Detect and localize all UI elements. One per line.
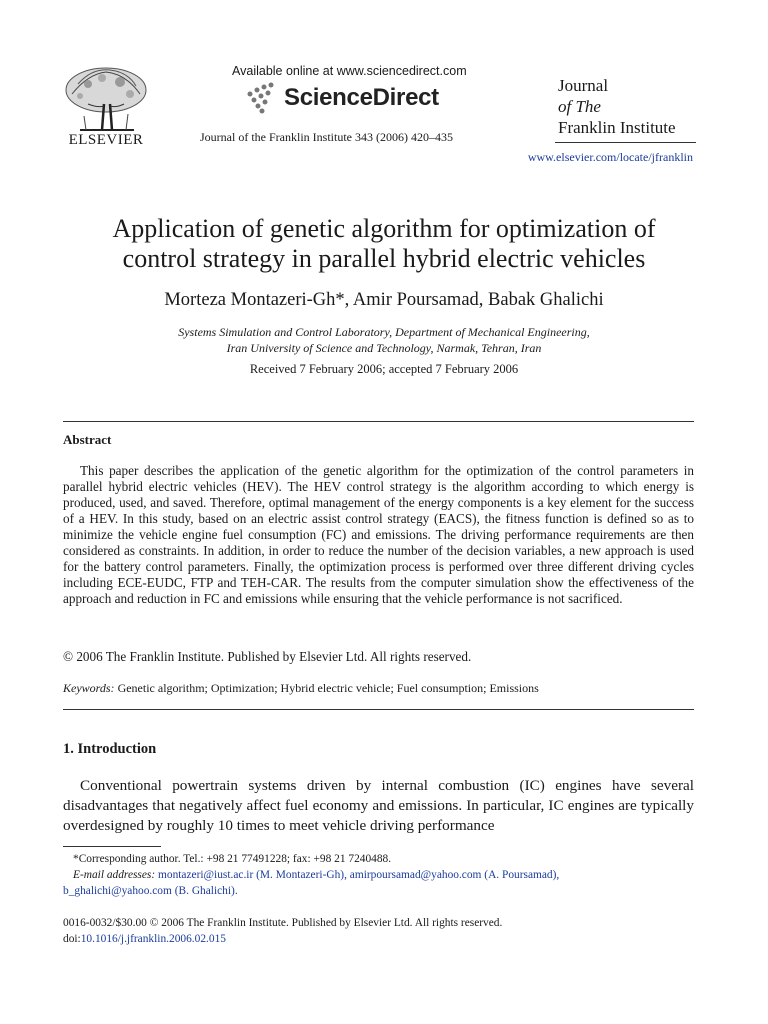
email-link[interactable]: amirpoursamad@yahoo.com	[349, 869, 482, 881]
affiliation-line: Systems Simulation and Control Laboratory, Department of Mechanical Engineering,	[178, 325, 590, 339]
journal-title-line	[558, 96, 676, 117]
doi-prefix: doi:	[63, 933, 81, 945]
email-addresses	[63, 867, 694, 883]
doi-link[interactable]: 10.1016/j.jfranklin.2006.02.015	[80, 933, 226, 945]
keywords	[63, 681, 694, 696]
email-link[interactable]: b_ghalichi@yahoo.com	[63, 885, 172, 897]
paper-title-line: Application of genetic algorithm for optimization of	[112, 214, 656, 243]
journal-title	[558, 75, 676, 138]
affiliation-line: Iran University of Science and Technology, Narmak, Tehran, Iran	[226, 341, 542, 355]
email-owner: (M. Montazeri-Gh),	[256, 869, 347, 881]
introduction-body: Conventional powertrain systems driven by internal combustion (IC) engines have several disadvantages that negatively affect fuel economy and emissions. In particular, IC engines are typically overdesigned by roughly 10 times to meet vehicle driving performance	[63, 777, 694, 834]
email-addresses-cont	[63, 883, 694, 899]
issn-line: 0016-0032/$30.00 © 2006 The Franklin Institute. Published by Elsevier Ltd. All rights reserved.	[63, 917, 503, 929]
abstract-heading: Abstract	[63, 432, 112, 447]
keywords-list: Genetic algorithm; Optimization; Hybrid electric vehicle; Fuel consumption; Emissions	[117, 681, 539, 695]
journal-title-line: Franklin Institute	[558, 118, 676, 137]
paper-title-line: control strategy in parallel hybrid electric vehicles	[122, 244, 646, 273]
journal-divider	[555, 142, 696, 143]
journal-title-italic: of The	[558, 97, 601, 116]
received-dates: Received 7 February 2006; accepted 7 February 2006	[249, 362, 519, 376]
journal-title-line: Journal	[558, 76, 609, 95]
abstract-top-rule	[63, 421, 694, 422]
affiliation	[40, 324, 728, 356]
journal-reference: Journal of the Franklin Institute 343 (2006) 420–435	[200, 130, 453, 144]
email-owner: (B. Ghalichi).	[174, 885, 238, 897]
email-owner: (A. Poursamad),	[484, 869, 560, 881]
abstract-copyright: © 2006 The Franklin Institute. Published by Elsevier Ltd. All rights reserved.	[63, 649, 472, 664]
footnote-rule	[63, 846, 161, 847]
footnotes	[63, 851, 694, 899]
corresponding-author-note: *Corresponding author. Tel.: +98 21 77491228; fax: +98 21 7240488.	[73, 853, 392, 865]
section-heading-introduction: 1. Introduction	[63, 741, 157, 757]
available-online-text: Available online at www.sciencedirect.com	[232, 64, 467, 78]
keywords-label: Keywords:	[63, 681, 115, 695]
email-link[interactable]: montazeri@iust.ac.ir	[158, 869, 254, 881]
elsevier-wordmark: ELSEVIER	[68, 132, 144, 148]
paper-title	[40, 214, 728, 274]
abstract-bottom-rule	[63, 709, 694, 710]
email-label: E-mail addresses:	[73, 869, 156, 881]
journal-url-link[interactable]: www.elsevier.com/locate/jfranklin	[527, 150, 693, 164]
sciencedirect-wordmark: ScienceDirect	[284, 84, 439, 111]
publication-info	[63, 915, 694, 947]
doi-line	[63, 931, 694, 947]
abstract-body: This paper describes the application of the genetic algorithm for the optimization of the control parameters in parallel hybrid electric vehicles (HEV). The HEV control strategy is the algorithm according to which energy is produced, used, and saved. Therefore, optimal management of the energy components is a key element for the success of a HEV. In this study, based on an electric assist control strategy (EACS), the fitness function is defined so as to minimize the vehicle engine fuel consumption (FC) and emissions. The driving performance requirements are then considered as constraints. In addition, in order to reduce the number of the decision variables, a new approach is used for the battery control parameters. Finally, the optimization process is performed over three different driving cycles including ECE-EUDC, FTP and TEH-CAR. The results from the computer simulation show the effectiveness of the approach and reduction in FC and emissions while ensuring that the vehicle performance is not sacrificed.	[63, 463, 694, 606]
author-list: Morteza Montazeri-Gh*, Amir Poursamad, Babak Ghalichi	[164, 290, 604, 310]
